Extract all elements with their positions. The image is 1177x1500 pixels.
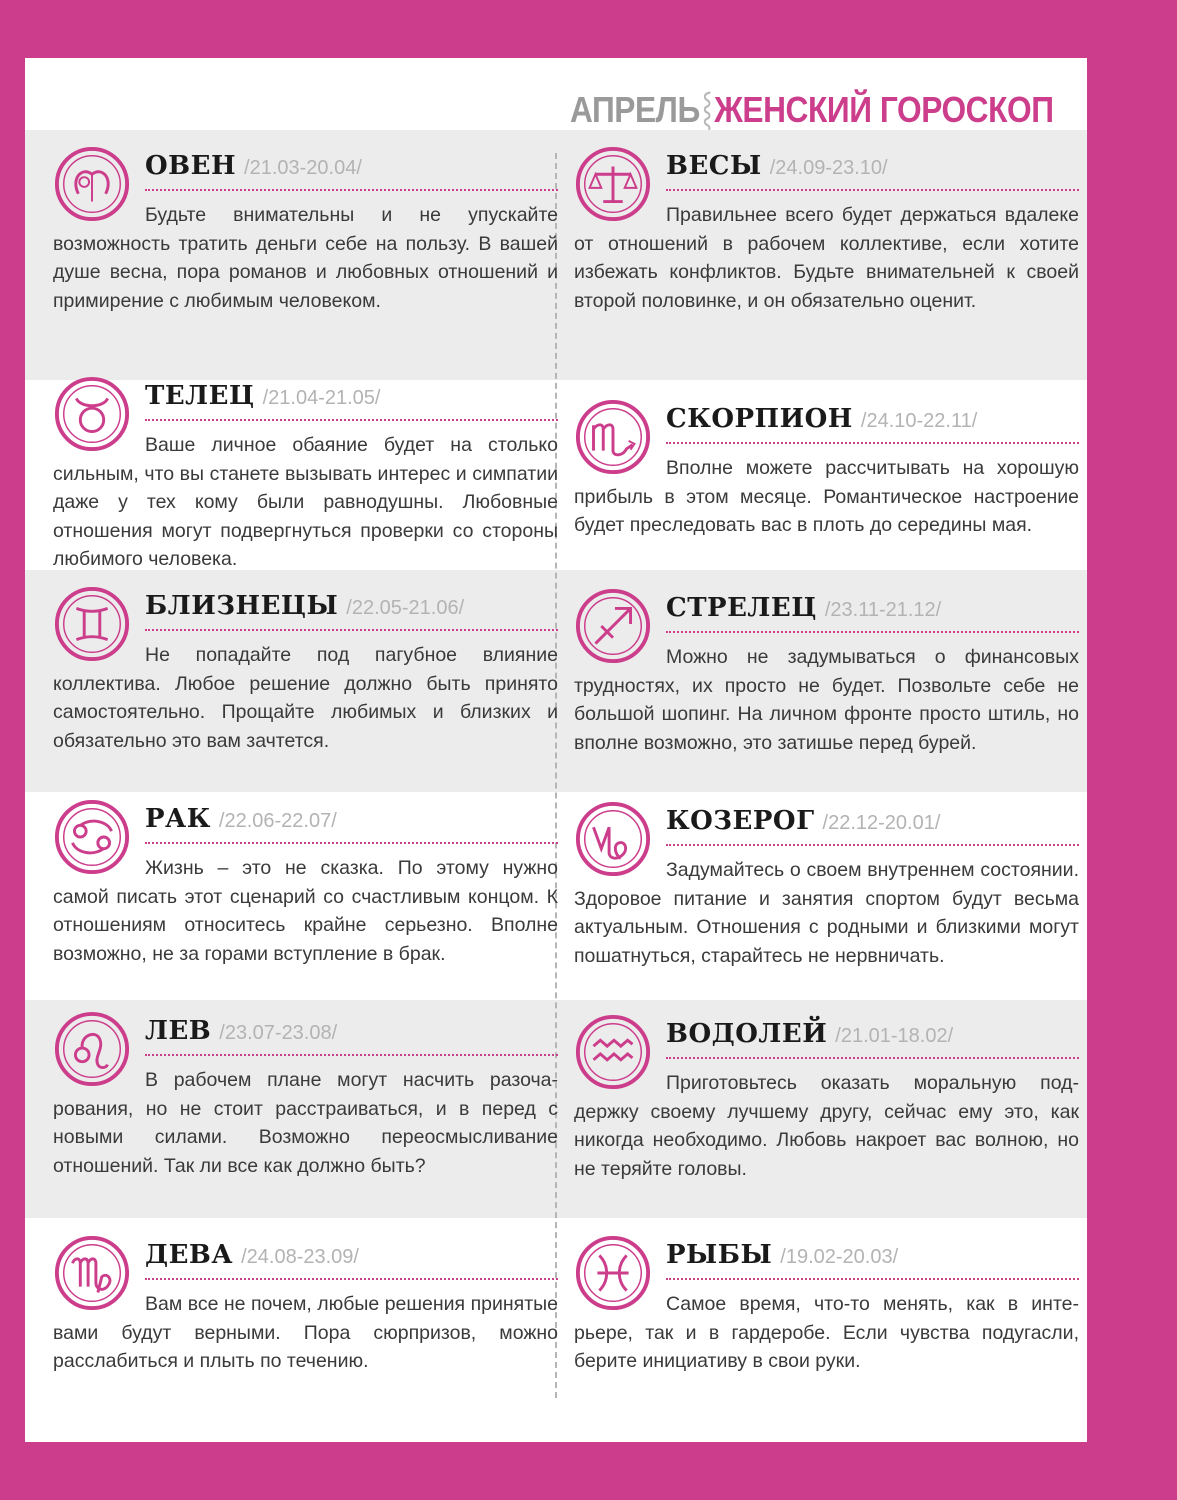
sign-dates: /21.04-21.05/ [262, 387, 381, 409]
sign-name: СТРЕЛЕЦ [666, 593, 817, 623]
sign-text: Самое время, что-то менять, как в интерьере, так и в гардеробе. Если чувства подугасли, берите инициативу в свои руки. [574, 1293, 1079, 1372]
sign-text: Будьте внимательны и не упускайте возможность тратить деньги себе на пользу. В вашей душе весна, пора романов и любовных отношений и примирение с любимым человеком. [53, 204, 558, 312]
sign-name: БЛИЗНЕЦЫ [145, 591, 339, 621]
sign-name: РЫБЫ [666, 1240, 773, 1270]
sign-header [666, 404, 1079, 444]
sign-dates: /21.01-18.02/ [835, 1025, 954, 1047]
sign-text: Ваше личное обаяние будет на столько сильным, что вы станете вызывать интерес и симпатии даже у тех кому были равнодушны. Любовные отношения могут подвергнуться проверки со стороны любимого человека. [53, 434, 558, 570]
sign-text: Вам все не почем, любые решения принятые вами будут верными. Пора сюрпризов, можно расслабиться и плыть по течению. [53, 1293, 558, 1372]
sign-name: ВОДОЛЕЙ [666, 1019, 828, 1049]
sign-text: Приготовьтесь оказать моральную поддержку своему лучшему другу, сейчас ему это, как никогда необходимо. Любовь накроет вас волною, но не теряйте головы. [574, 1072, 1079, 1180]
sign-name: ВЕСЫ [666, 151, 762, 181]
sign-header [666, 1019, 1079, 1059]
sign-text: Жизнь – это не сказка. По этому нужно самой писать этот сценарий со счастливым концом. К отношениям относитесь крайне серьезно. Вполне возможно, не за горами вступление в брак. [53, 857, 558, 965]
page-header [570, 84, 1054, 133]
sign-dates: /22.05-21.06/ [346, 597, 465, 619]
header-separator: ⸾ [702, 89, 713, 130]
sign-text: Не попадайте под пагубное влияние коллектива. Любое решение должно быть принято самостоятельно. Прощайте любимых и близких и обязательно это вам зачтется. [53, 644, 558, 752]
sign-dates: /23.11-21.12/ [824, 599, 942, 621]
sign-header [145, 1016, 558, 1056]
sign-header [145, 1240, 558, 1280]
sign-dates: /22.12-20.01/ [822, 812, 941, 834]
sign-header [145, 591, 558, 631]
sign-name: РАК [145, 804, 211, 834]
header-month: АПРЕЛЬ [570, 89, 701, 130]
sign-dates: /24.09-23.10/ [769, 157, 888, 179]
sign-header [145, 804, 558, 844]
sign-name: ЛЕВ [145, 1016, 212, 1046]
sign-header [145, 381, 558, 421]
sign-text: Правильнее всего будет держаться вдалеке от отношений в рабочем коллективе, если хотите избежать конфликтов. Будьте внимательней к своей второй половинке, и он обязательно оценит. [574, 204, 1079, 312]
sign-text: Задумайтесь о своем внутреннем состоянии. Здоровое питание и занятия спортом будут весьма актуальным. Отношения с родными и близкими могут пошатнуться, старайтесь не нервничать. [574, 859, 1079, 967]
sign-name: ОВЕН [145, 151, 237, 181]
sign-header [666, 151, 1079, 191]
sign-dates: /24.10-22.11/ [860, 410, 978, 432]
sign-header [145, 151, 558, 191]
sign-text: Вполне можете рассчитывать на хорошую прибыль в этом месяце. Романтическое настроение будет преследовать вас в плоть до середины мая. [574, 457, 1079, 536]
sign-text: В рабочем плане могут насчить разочарования, но не стоит расстраиваться, и в перед с новыми силами. Возможно переосмысливание отношений. Так ли все как должно быть? [53, 1069, 558, 1177]
sign-header [666, 1240, 1079, 1280]
sign-dates: /22.06-22.07/ [218, 810, 337, 832]
sign-dates: /24.08-23.09/ [241, 1246, 359, 1268]
header-title: ЖЕНСКИЙ ГОРОСКОП [714, 89, 1054, 130]
sign-name: ДЕВА [145, 1240, 234, 1270]
sign-dates: /19.02-20.03/ [780, 1246, 899, 1268]
sign-name: КОЗЕРОГ [666, 806, 815, 836]
sign-text: Можно не задумываться о финансовых трудностях, их просто не будет. Позвольте себе не большой шопинг. На личном фронте просто штиль, но вполне возможно, это затишье перед бурей. [574, 646, 1079, 754]
sign-header [666, 593, 1079, 633]
sign-dates: /23.07-23.08/ [219, 1022, 338, 1044]
sign-name: ТЕЛЕЦ [145, 381, 255, 411]
column-divider [555, 153, 557, 1398]
horoscope-page [25, 58, 1087, 1442]
sign-dates: /21.03-20.04/ [244, 157, 362, 179]
sign-header [666, 806, 1079, 846]
sign-name: СКОРПИОН [666, 404, 853, 434]
